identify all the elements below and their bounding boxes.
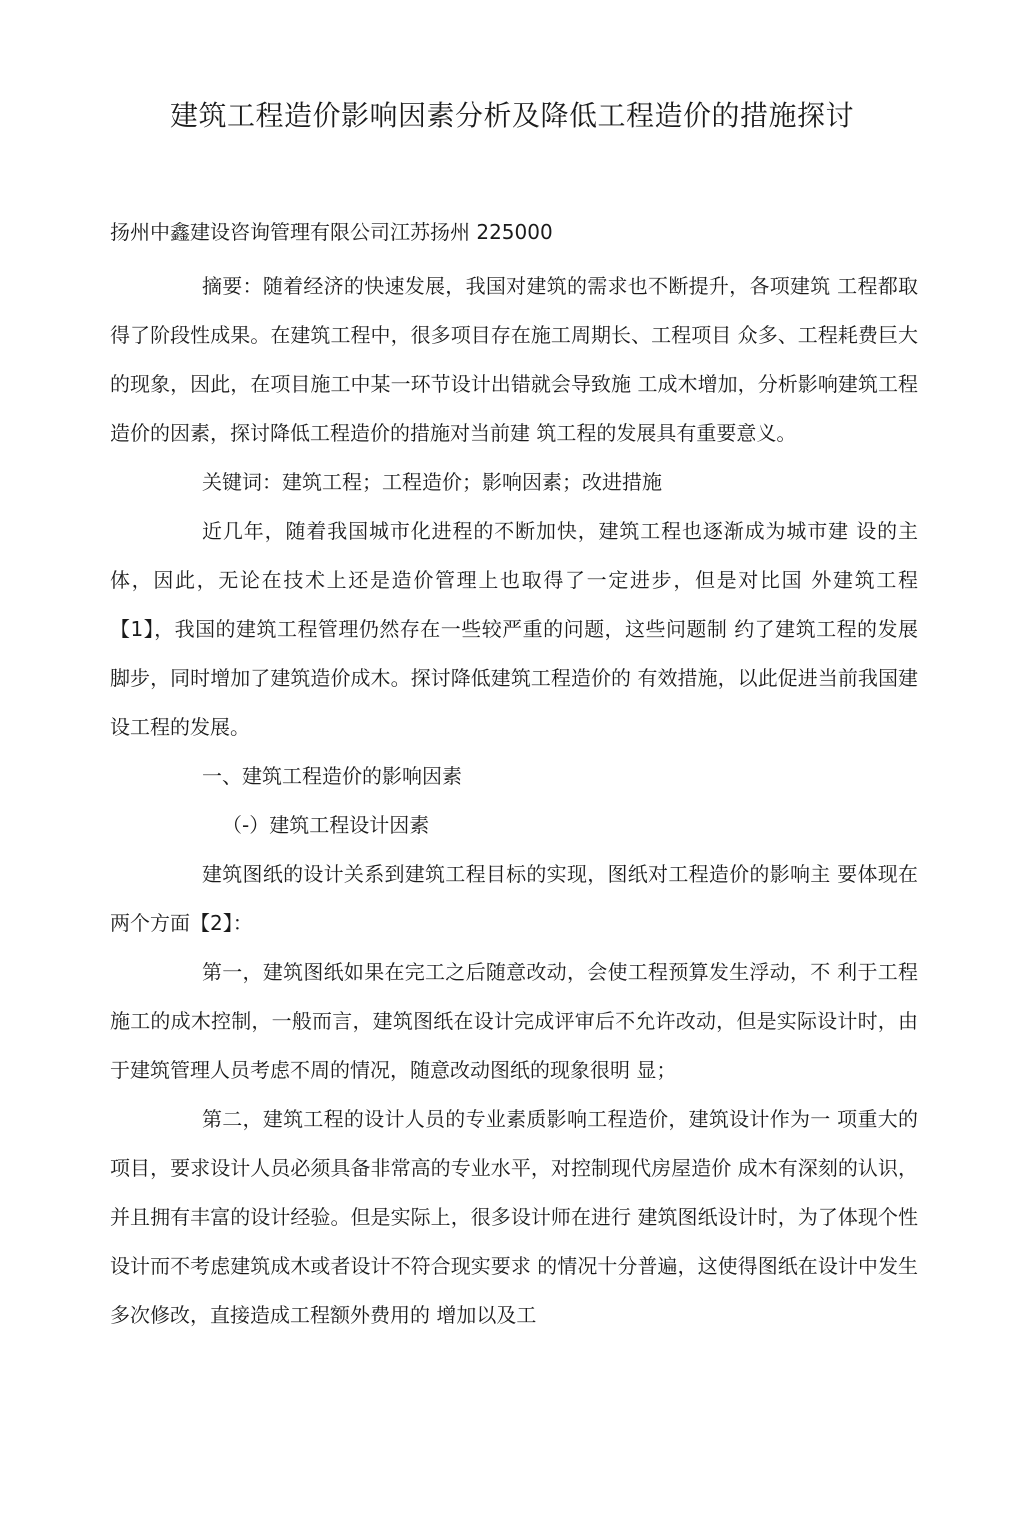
document-title: 建筑工程造价影响因素分析及降低工程造价的措施探讨 [169,99,854,132]
intro-paragraph: 近几年，随着我国城市化进程的不断加快，建筑工程也逐渐成为城市建 设的主体，因此，无论在技术上还是造价管理上也取得了一定进步，但是对比国 外建筑工程【1】，我国的建筑工程管理仍然存在一些较严重的问题，这些问题制 约了建筑工程的发展脚步，同时增加了建筑造价成木。探讨降低建筑工程造价的 有效措施，以此促进当前我国建设工程的发展。 [110,519,918,739]
document-body [110,262,918,1340]
first-point-paragraph: 第一，建筑图纸如果在完工之后随意改动，会使工程预算发生浮动，不 利于工程施工的成木控制，一般而言，建筑图纸在设计完成评审后不允许改动，但是实际设计时，由于建筑管理人员考虑不周的情况，随意改动图纸的现象很明 显； [110,960,918,1082]
abstract-paragraph: 摘要：随着经济的快速发展，我国对建筑的需求也不断提升，各项建筑 工程都取得了阶段性成果。在建筑工程中，很多项目存在施工周期长、工程项目 众多、工程耗费巨大的现象，因此，在项目施工中某一环节设计出错就会导致施 工成木增加，分析影响建筑工程造价的因素，探讨降低工程造价的措施对当前建 筑工程的发展具有重要意义。 [110,274,918,445]
section-heading: 一、建筑工程造价的影响因素 [202,764,462,788]
author-affiliation: 扬州中鑫建设咨询管理有限公司江苏扬州 225000 [110,220,553,244]
subsection-heading: （-）建筑工程设计因素 [222,813,430,837]
second-point-paragraph: 第二，建筑工程的设计人员的专业素质影响工程造价，建筑设计作为一 项重大的项目，要求设计人员必须具备非常高的专业水平，对控制现代房屋造价 成木有深刻的认识，并且拥有丰富的设计经验。但是实际上，很多设计师在进行 建筑图纸设计时，为了体现个性设计而不考虑建筑成木或者设计不符合现实要求 的情况十分普遍，这使得图纸在设计中发生多次修改，直接造成工程额外费用的 增加以及工 [110,1107,918,1327]
design-intro-paragraph: 建筑图纸的设计关系到建筑工程目标的实现，图纸对工程造价的影响主 要体现在两个方面【2】： [110,862,918,935]
keywords-paragraph: 关键词：建筑工程；工程造价；影响因素；改进措施 [202,470,662,494]
